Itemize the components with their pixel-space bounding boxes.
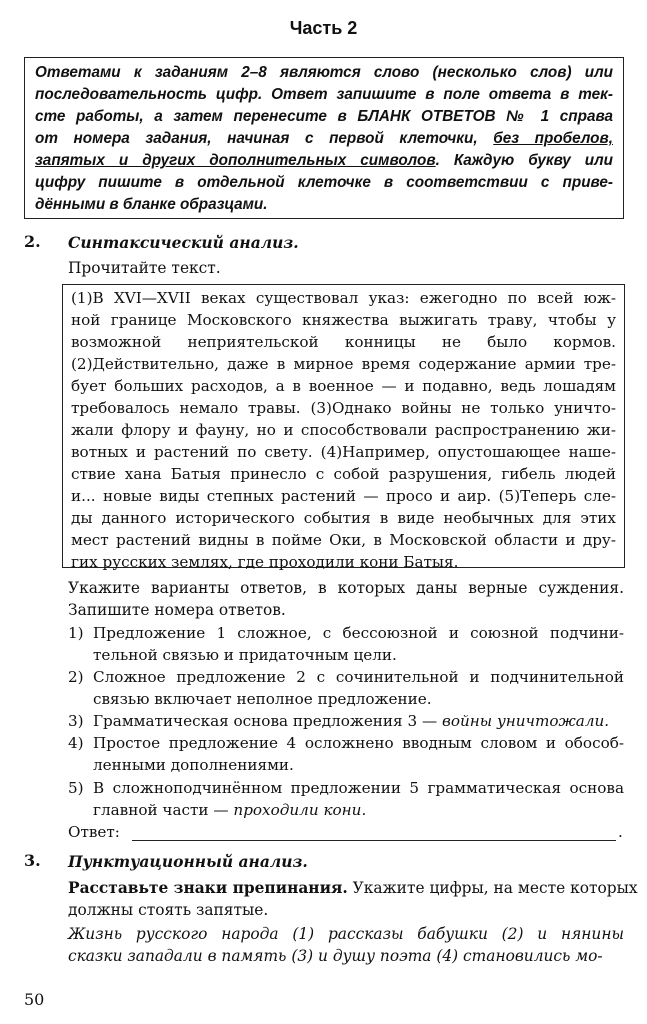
task-3-number: 3. — [24, 851, 41, 870]
text-segment: цифру пишите в отдельной клеточке в соответствии с приве- — [35, 174, 613, 191]
task-2-prompt: Прочитайте текст. — [68, 259, 221, 277]
text-line — [71, 331, 616, 353]
option-number: 4) — [68, 734, 84, 752]
text-line — [93, 732, 624, 754]
text-segment: тельной связью и придаточным цели. — [93, 646, 397, 664]
text-segment: бует больших расходов, а в военное — и подавно, ведь лошадям — [71, 377, 616, 395]
text-line — [35, 150, 613, 172]
option-number: 5) — [68, 779, 84, 797]
option-text — [93, 777, 624, 821]
text-line — [93, 754, 624, 776]
task-3-text — [68, 923, 624, 967]
text-segment: ды данного исторического события в виде необычных для этих — [71, 509, 616, 527]
text-segment: войны уничтожали. — [441, 712, 610, 730]
text-segment: и... новые виды степных растений — просо и аир. (5)Теперь сле- — [71, 487, 616, 505]
text-segment: Предложение 1 сложное, с бессоюзной и союзной подчини- — [93, 624, 624, 642]
option-number: 3) — [68, 712, 84, 730]
text-segment: связью включает неполное предложение. — [93, 690, 432, 708]
text-line — [35, 84, 613, 106]
task-2-title: Синтаксический анализ. — [68, 233, 299, 252]
text-segment: Простое предложение 4 осложнено вводным словом и обособ- — [93, 734, 624, 752]
answer-option-4 — [68, 732, 624, 776]
text-line — [71, 463, 616, 485]
text-segment: Ответами к заданиям 2–8 являются слово (несколько слов) или — [35, 64, 613, 81]
text-segment: ленными дополнениями. — [93, 756, 294, 774]
answer-end: . — [618, 823, 623, 841]
text-segment: Грамматическая основа предложения 3 — — [93, 712, 442, 730]
text-segment: сте работы, а затем перенесите в БЛАНК ОТВЕТОВ № 1 справа — [35, 108, 613, 125]
text-segment: мест растений видны в пойме Оки, в Московской области и дру- — [71, 531, 616, 549]
text-segment: жали флору и фауну, но и способствовали распространению жи- — [71, 421, 616, 439]
text-line — [68, 945, 624, 967]
text-line — [71, 441, 616, 463]
text-line — [93, 799, 624, 821]
text-line — [35, 106, 613, 128]
text-line — [35, 194, 613, 216]
text-line — [68, 899, 624, 921]
text-segment: ной границе Московского княжества выжигать траву, чтобы у — [71, 311, 616, 329]
text-line — [71, 375, 616, 397]
answer-label: Ответ: — [68, 823, 120, 841]
text-segment: Расставьте знаки препинания. — [68, 879, 348, 897]
text-segment: должны стоять запятые. — [68, 901, 269, 919]
text-segment: (1)В XVI—XVII веках существовал указ: ежегодно по всей юж- — [71, 289, 616, 307]
text-line — [93, 666, 624, 688]
text-segment: Жизнь русского народа (1) рассказы бабушки (2) и нянины — [68, 925, 624, 943]
text-segment: ствие хана Батыя принесло с собой разрушения, гибель людей — [71, 465, 616, 483]
task-2-number: 2. — [24, 232, 41, 251]
text-segment: Запишите номера ответов. — [68, 601, 286, 619]
text-line — [71, 507, 616, 529]
text-segment: без пробелов, — [493, 130, 613, 147]
answer-option-1 — [68, 622, 624, 666]
text-line — [93, 777, 624, 799]
text-line — [71, 419, 616, 441]
text-segment: проходили кони. — [233, 801, 367, 819]
text-segment: гих русских землях, где проходили кони Батыя. — [71, 553, 459, 571]
text-segment: Укажите цифры, на месте которых — [347, 879, 638, 897]
text-line — [71, 287, 616, 309]
text-line — [71, 353, 616, 375]
option-text — [93, 710, 624, 732]
text-segment: главной части — — [93, 801, 234, 819]
option-text — [93, 732, 624, 776]
task-2-question — [68, 577, 624, 621]
text-segment: запятых и других дополнительных символов — [35, 152, 436, 169]
text-line — [68, 599, 624, 621]
text-segment: требовалось немало травы. (3)Однако войны не только уничто- — [71, 399, 616, 417]
text-line — [68, 923, 624, 945]
text-line — [71, 551, 616, 573]
task-2-text-box — [62, 284, 625, 571]
option-text — [93, 622, 624, 666]
text-segment: возможной неприятельской конницы не было кормов. — [71, 333, 616, 351]
text-line — [71, 529, 616, 551]
option-text — [93, 666, 624, 710]
text-segment: Укажите варианты ответов, в которых даны верные суждения. — [68, 579, 624, 597]
text-line — [93, 688, 624, 710]
text-segment: вотных и растений по свету. (4)Например, опустошающее наше- — [71, 443, 616, 461]
instructions-box — [24, 57, 624, 219]
text-segment: (2)Действительно, даже в мирное время содержание армии тре- — [71, 355, 616, 373]
text-segment: Сложное предложение 2 с сочинительной и подчинительной — [93, 668, 624, 686]
answer-option-3 — [68, 710, 624, 732]
text-line — [35, 128, 613, 150]
text-line — [71, 485, 616, 507]
text-segment: В сложноподчинённом предложении 5 грамматическая основа — [93, 779, 624, 797]
option-number: 2) — [68, 668, 84, 686]
page-title: Часть 2 — [289, 18, 358, 38]
text-line — [71, 397, 616, 419]
text-line — [35, 62, 613, 84]
text-segment: от номера задания, начиная с первой клеточки, — [35, 130, 494, 147]
page-number: 50 — [24, 990, 45, 1009]
text-segment: . Каждую букву или — [435, 152, 613, 169]
text-segment: сказки западали в память (3) и душу поэта (4) становились мо- — [68, 947, 603, 965]
answer-option-2 — [68, 666, 624, 710]
task-3-title: Пунктуационный анализ. — [68, 852, 308, 871]
text-line — [68, 877, 638, 899]
text-line — [68, 577, 624, 599]
option-number: 1) — [68, 624, 84, 642]
text-segment: последовательность цифр. Ответ запишите в поле ответа в тек- — [35, 86, 613, 103]
text-segment: дёнными в бланке образцами. — [35, 196, 268, 213]
task-3-instruction — [68, 877, 638, 921]
text-line — [93, 622, 624, 644]
answer-field[interactable] — [132, 840, 616, 841]
text-line — [35, 172, 613, 194]
task-2-answer — [68, 823, 624, 841]
text-line — [71, 309, 616, 331]
answer-option-5 — [68, 777, 624, 821]
text-line — [93, 710, 624, 732]
text-line — [93, 644, 624, 666]
